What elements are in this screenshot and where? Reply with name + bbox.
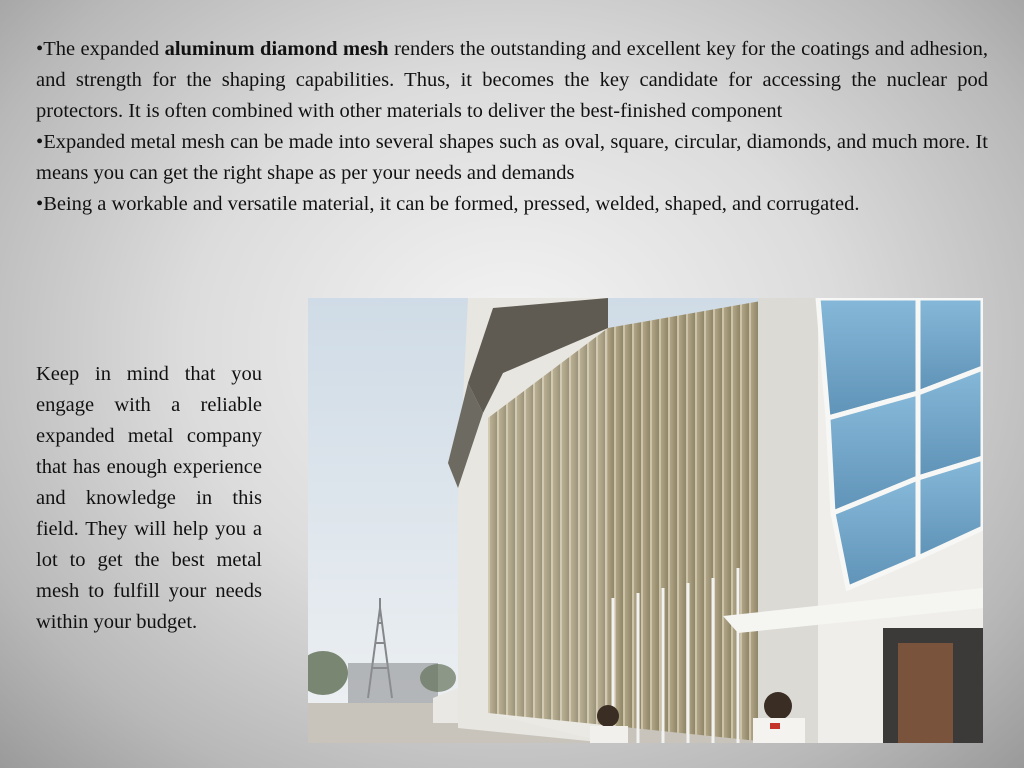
bullet-item-1: •The expanded aluminum diamond mesh renders the outstanding and excellent key for the coatings and adhesion, and strength for the shaping capabilities. Thus, it becomes the key candidate for accessing the nuclear pod protectors. It is often combined with other materials to deliver the best-finished component — [36, 38, 988, 122]
bold-term: aluminum diamond mesh — [164, 38, 389, 60]
building-photo — [308, 298, 983, 743]
bullet-item-3: •Being a workable and versatile material, it can be formed, pressed, welded, shaped, and corrugated. — [36, 193, 860, 215]
bullet-item-2: •Expanded metal mesh can be made into several shapes such as oval, square, circular, diamonds, and much more. It means you can get the right shape as per your needs and demands — [36, 131, 988, 184]
bullet-list — [36, 34, 988, 220]
building-illustration — [308, 298, 983, 743]
side-paragraph: Keep in mind that you engage with a reliable expanded metal company that has enough experience and knowledge in this field. They will help you a lot to get the best metal mesh to fulfill your needs within your budget. — [36, 363, 262, 633]
